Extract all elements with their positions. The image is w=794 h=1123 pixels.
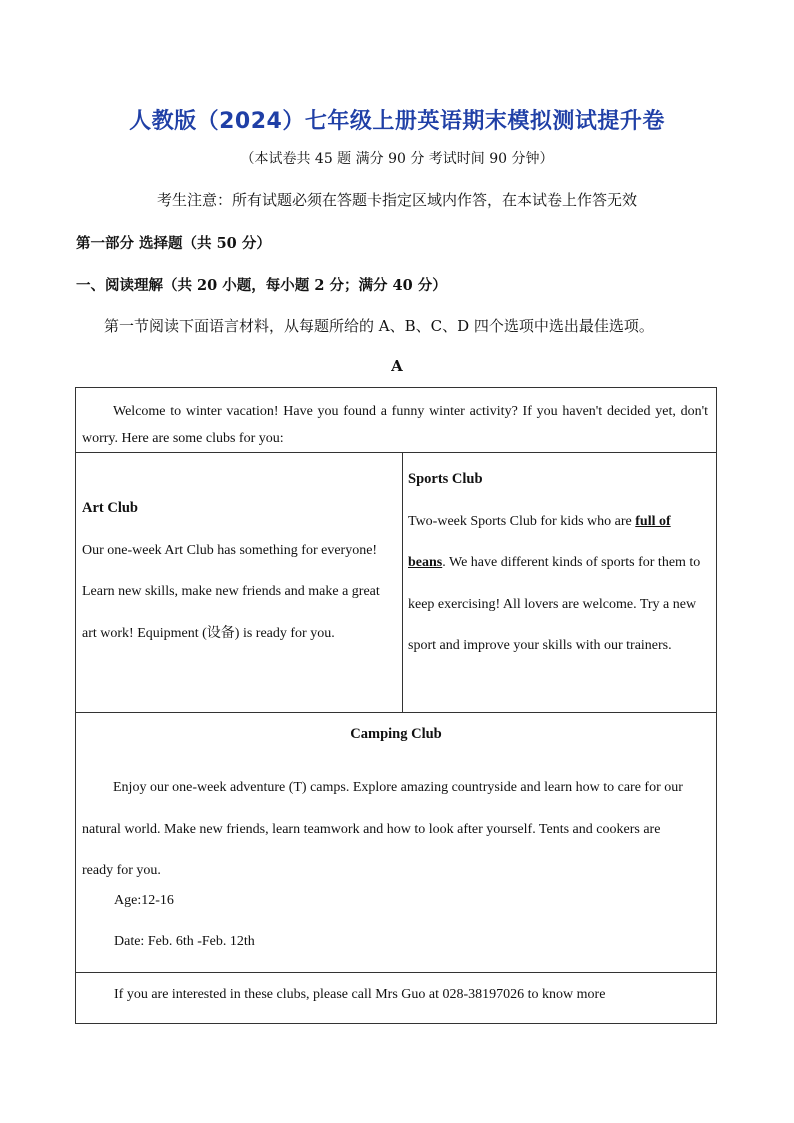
section-heading: 一、阅读理解（共 20 小题，每小题 2 分；满分 40 分） — [76, 277, 447, 294]
art-club-text: Our one-week Art Club has something for everyone! Learn new skills, make new friends and make a great art work! Equipment (设备) is ready for you. — [82, 542, 380, 641]
intro-text: Welcome to winter vacation! Have you found a funny winter activity? If you haven't decided yet, don't worry. Here are some clubs for you: — [82, 404, 708, 446]
passage-table — [75, 387, 717, 1024]
footer-row — [76, 973, 716, 1023]
art-club-cell — [76, 453, 403, 712]
sports-club-cell — [403, 453, 716, 712]
contact-footer: If you are interested in these clubs, please call Mrs Guo at 028-38197026 to know more — [114, 987, 606, 1002]
sports-club-title: Sports Club — [408, 471, 483, 487]
sports-club-block — [408, 459, 710, 667]
exam-subtitle: （本试卷共 45 题 满分 90 分 考试时间 90 分钟） — [240, 151, 554, 167]
clubs-row — [76, 453, 716, 713]
sports-club-text — [408, 501, 710, 667]
sports-text-after: . We have different kinds of sports for them to keep exercising! All lovers are welcome. Try a new sport and improve your skills with our trainers. — [408, 555, 701, 653]
instruction-text: 阅读下面语言材料，从每题所给的 A、B、C、D 四个选项中选出最佳选项。 — [149, 317, 654, 335]
instruction-label: 第一节 — [104, 317, 150, 335]
camping-age: Age:12-16 — [114, 893, 174, 908]
part-heading: 第一部分 选择题（共 50 分） — [76, 235, 271, 252]
art-club-title: Art Club — [82, 500, 138, 516]
camping-date: Date: Feb. 6th -Feb. 12th — [114, 934, 255, 949]
sports-text-before: Two-week Sports Club for kids who are — [408, 513, 636, 529]
art-club-block — [82, 488, 392, 654]
camping-club-row — [76, 713, 716, 973]
exam-notice: 考生注意：所有试题必须在答题卡指定区域内作答，在本试卷上作答无效 — [156, 191, 637, 209]
sports-highlight-phrase: full of beans — [408, 513, 671, 570]
section-instruction — [104, 315, 654, 336]
intro-row — [76, 388, 716, 453]
exam-title: 人教版（2024）七年级上册英语期末模拟测试提升卷 — [129, 109, 665, 134]
passage-letter: A — [391, 357, 403, 375]
camping-club-text: Enjoy our one-week adventure (T) camps. Explore amazing countryside and learn how to care for our natural world. Make new friends, learn teamwork and how to look after yourself. Tents and cookers are ready for you. — [82, 780, 683, 878]
camping-club-title: Camping Club — [350, 726, 442, 742]
